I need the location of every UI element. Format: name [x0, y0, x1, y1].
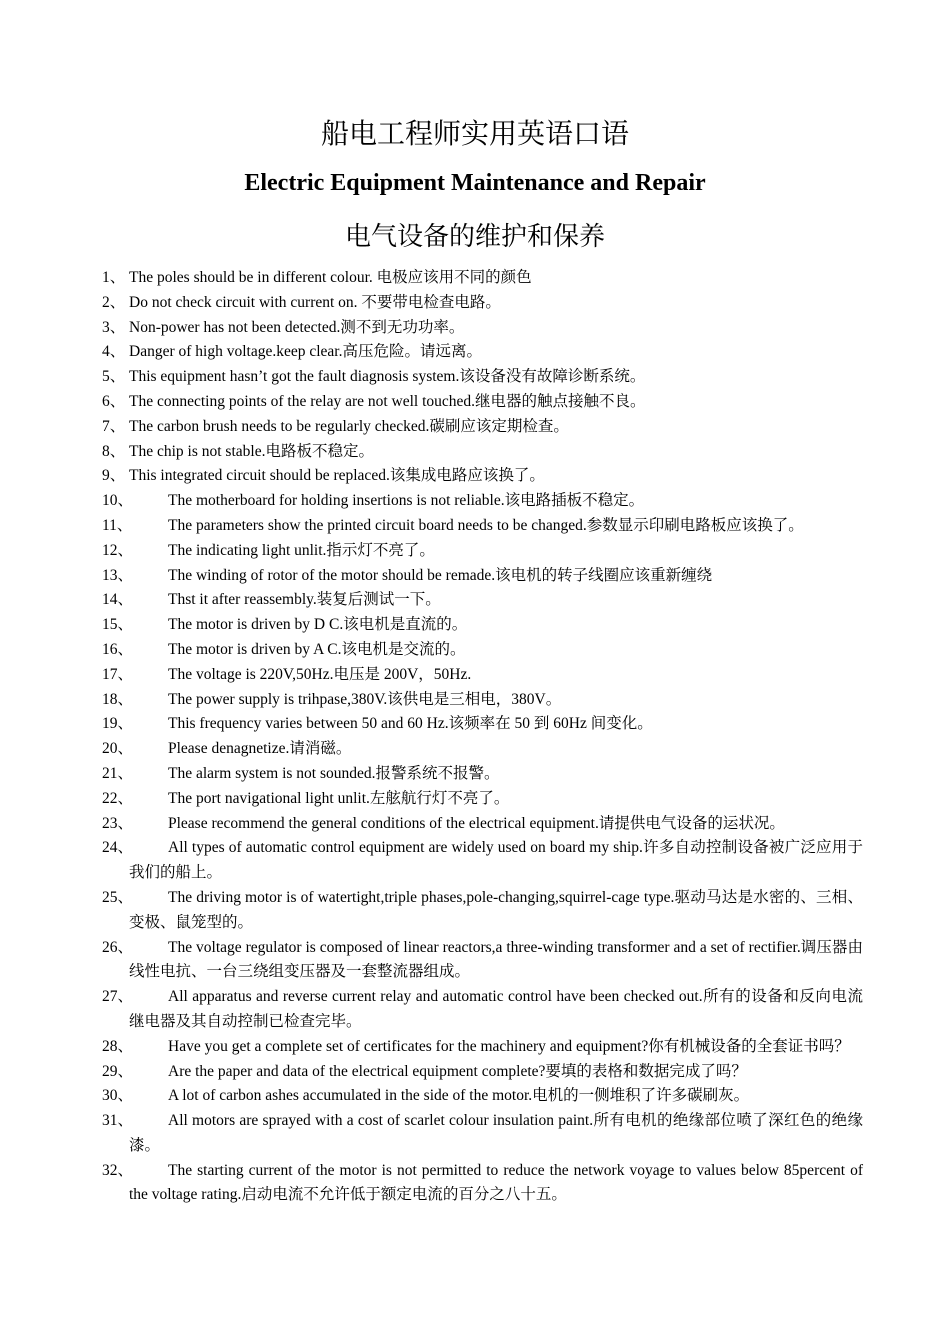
- item-number: 20、: [102, 740, 134, 758]
- item-number: 19、: [102, 715, 134, 733]
- english-title: Electric Equipment Maintenance and Repair: [244, 170, 706, 196]
- item-text: Non-power has not been detected.测不到无功功率。: [129, 318, 465, 336]
- list-item: [0, 688, 950, 713]
- item-number: 3、: [102, 318, 126, 336]
- item-text: Please recommend the general conditions of the electrical equipment.请提供电气设备的运状况。: [168, 814, 785, 832]
- list-item: [0, 415, 950, 440]
- item-text: This frequency varies between 50 and 60 Hz.该频率在 50 到 60Hz 间变化。: [168, 715, 653, 733]
- list-item: [0, 1084, 950, 1109]
- item-number: 5、: [102, 368, 126, 386]
- item-number: 23、: [102, 814, 134, 832]
- list-item: [0, 588, 950, 613]
- list-item: [0, 1035, 950, 1060]
- list-item: [0, 737, 950, 762]
- list-item: [0, 1060, 950, 1085]
- item-number: 25、: [102, 888, 134, 906]
- item-number: 22、: [102, 789, 134, 807]
- item-number: 21、: [102, 764, 134, 782]
- item-number: 16、: [102, 640, 134, 658]
- item-text: The voltage is 220V,50Hz.电压是 200V，50Hz.: [168, 665, 472, 683]
- document-title: 船电工程师实用英语口语: [320, 117, 629, 150]
- item-number: 18、: [102, 690, 134, 708]
- list-item: [0, 1109, 950, 1159]
- item-text: The winding of rotor of the motor should be remade.该电机的转子线圈应该重新缠绕: [168, 566, 713, 584]
- item-text: The motor is driven by A C.该电机是交流的。: [168, 640, 466, 658]
- section-subtitle: 电气设备的维护和保养: [344, 222, 605, 252]
- item-text: The voltage regulator is composed of linear reactors,a three-winding transformer and a set of rectifier.调压器由线性电抗、一台三绕组变压器及一套整流器组成。: [129, 938, 863, 981]
- item-text: A lot of carbon ashes accumulated in the side of the motor.电机的一侧堆积了许多碳刷灰。: [168, 1087, 750, 1105]
- list-item: [0, 1159, 950, 1209]
- item-text: Danger of high voltage.keep clear.高压危险。请远离。: [129, 343, 482, 361]
- list-item: [0, 340, 950, 365]
- item-text: All motors are sprayed with a cost of scarlet colour insulation paint.所有电机的绝缘部位喷了深红色的绝缘漆。: [129, 1112, 863, 1154]
- list-item: [0, 440, 950, 465]
- item-text: All apparatus and reverse current relay and automatic control have been checked out.所有的设备和反向电流继电器及其自动控制已检查完毕。: [129, 988, 863, 1030]
- list-item: [0, 539, 950, 564]
- item-text: All types of automatic control equipment are widely used on board my ship.许多自动控制设备被广泛应用于我们的船上。: [129, 839, 863, 882]
- item-number: 10、: [102, 492, 134, 510]
- list-item: [0, 365, 950, 390]
- item-text: Are the paper and data of the electrical equipment complete?要填的表格和数据完成了吗？: [168, 1062, 747, 1080]
- item-text: Please denagnetize.请消磁。: [168, 740, 352, 758]
- item-text: The alarm system is not sounded.报警系统不报警。: [168, 764, 500, 782]
- item-text: This integrated circuit should be replaced.该集成电路应该换了。: [129, 467, 545, 485]
- list-item: [0, 564, 950, 589]
- item-number: 12、: [102, 541, 134, 559]
- list-item: [0, 936, 950, 986]
- item-text: The power supply is trihpase,380V.该供电是三相电，380V。: [168, 690, 562, 708]
- item-number: 31、: [102, 1112, 134, 1130]
- item-number: 13、: [102, 566, 134, 584]
- list-item: [0, 787, 950, 812]
- list-item: [0, 316, 950, 341]
- list-item: [0, 812, 950, 837]
- item-text: This equipment hasn’t got the fault diagnosis system.该设备没有故障诊断系统。: [129, 368, 646, 386]
- list-item: [0, 514, 950, 539]
- item-number: 7、: [102, 417, 126, 435]
- item-text: Have you get a complete set of certificates for the machinery and equipment?你有机械设备的全套证书吗？: [168, 1037, 850, 1055]
- item-text: The connecting points of the relay are not well touched.继电器的触点接触不良。: [129, 392, 646, 410]
- item-text: The motor is driven by D C.该电机是直流的。: [168, 616, 468, 634]
- item-text: Thst it after reassembly.装复后测试一下。: [168, 591, 441, 609]
- item-number: 32、: [102, 1161, 134, 1179]
- list-item: [0, 291, 950, 316]
- item-number: 4、: [102, 343, 126, 361]
- list-item: [0, 663, 950, 688]
- item-text: The chip is not stable.电路板不稳定。: [129, 442, 374, 460]
- item-number: 15、: [102, 616, 134, 634]
- item-number: 2、: [102, 293, 126, 311]
- item-number: 27、: [102, 988, 134, 1006]
- item-text: The starting current of the motor is not permitted to reduce the network voyage to values below 85percent of the voltage rating.启动电流不允许低于额定电流的百分之八十五。: [129, 1161, 863, 1204]
- item-number: 11、: [102, 516, 133, 534]
- item-text: The motherboard for holding insertions is not reliable.该电路插板不稳定。: [168, 492, 645, 510]
- list-item: [0, 985, 950, 1035]
- item-text: The driving motor is of watertight,triple phases,pole-changing,squirrel-cage type.驱动马达是水密的、三相、变极、鼠笼型的。: [129, 888, 863, 931]
- item-text: Do not check circuit with current on. 不要带电检查电路。: [129, 293, 501, 311]
- list-item: [0, 489, 950, 514]
- list-item: [0, 712, 950, 737]
- item-text: The poles should be in different colour. 电极应该用不同的颜色: [129, 269, 532, 286]
- list-item: [0, 266, 950, 291]
- item-text: The carbon brush needs to be regularly checked.碳刷应该定期检查。: [129, 417, 569, 435]
- phrase-list: [0, 266, 950, 1208]
- item-number: 9、: [102, 467, 126, 485]
- list-item: [0, 390, 950, 415]
- item-number: 8、: [102, 442, 126, 460]
- list-item: [0, 836, 950, 886]
- list-item: [0, 886, 950, 936]
- item-text: The port navigational light unlit.左舷航行灯不亮了。: [168, 789, 510, 807]
- item-number: 1、: [102, 269, 126, 286]
- item-number: 17、: [102, 665, 134, 683]
- list-item: [0, 638, 950, 663]
- item-number: 14、: [102, 591, 134, 609]
- item-number: 24、: [102, 839, 134, 857]
- list-item: [0, 762, 950, 787]
- item-number: 30、: [102, 1087, 134, 1105]
- item-number: 6、: [102, 392, 126, 410]
- item-number: 29、: [102, 1062, 134, 1080]
- item-text: The parameters show the printed circuit board needs to be changed.参数显示印刷电路板应该换了。: [168, 516, 804, 534]
- list-item: [0, 613, 950, 638]
- item-number: 28、: [102, 1037, 134, 1055]
- list-item: [0, 464, 950, 489]
- item-text: The indicating light unlit.指示灯不亮了。: [168, 541, 435, 559]
- item-number: 26、: [102, 938, 134, 956]
